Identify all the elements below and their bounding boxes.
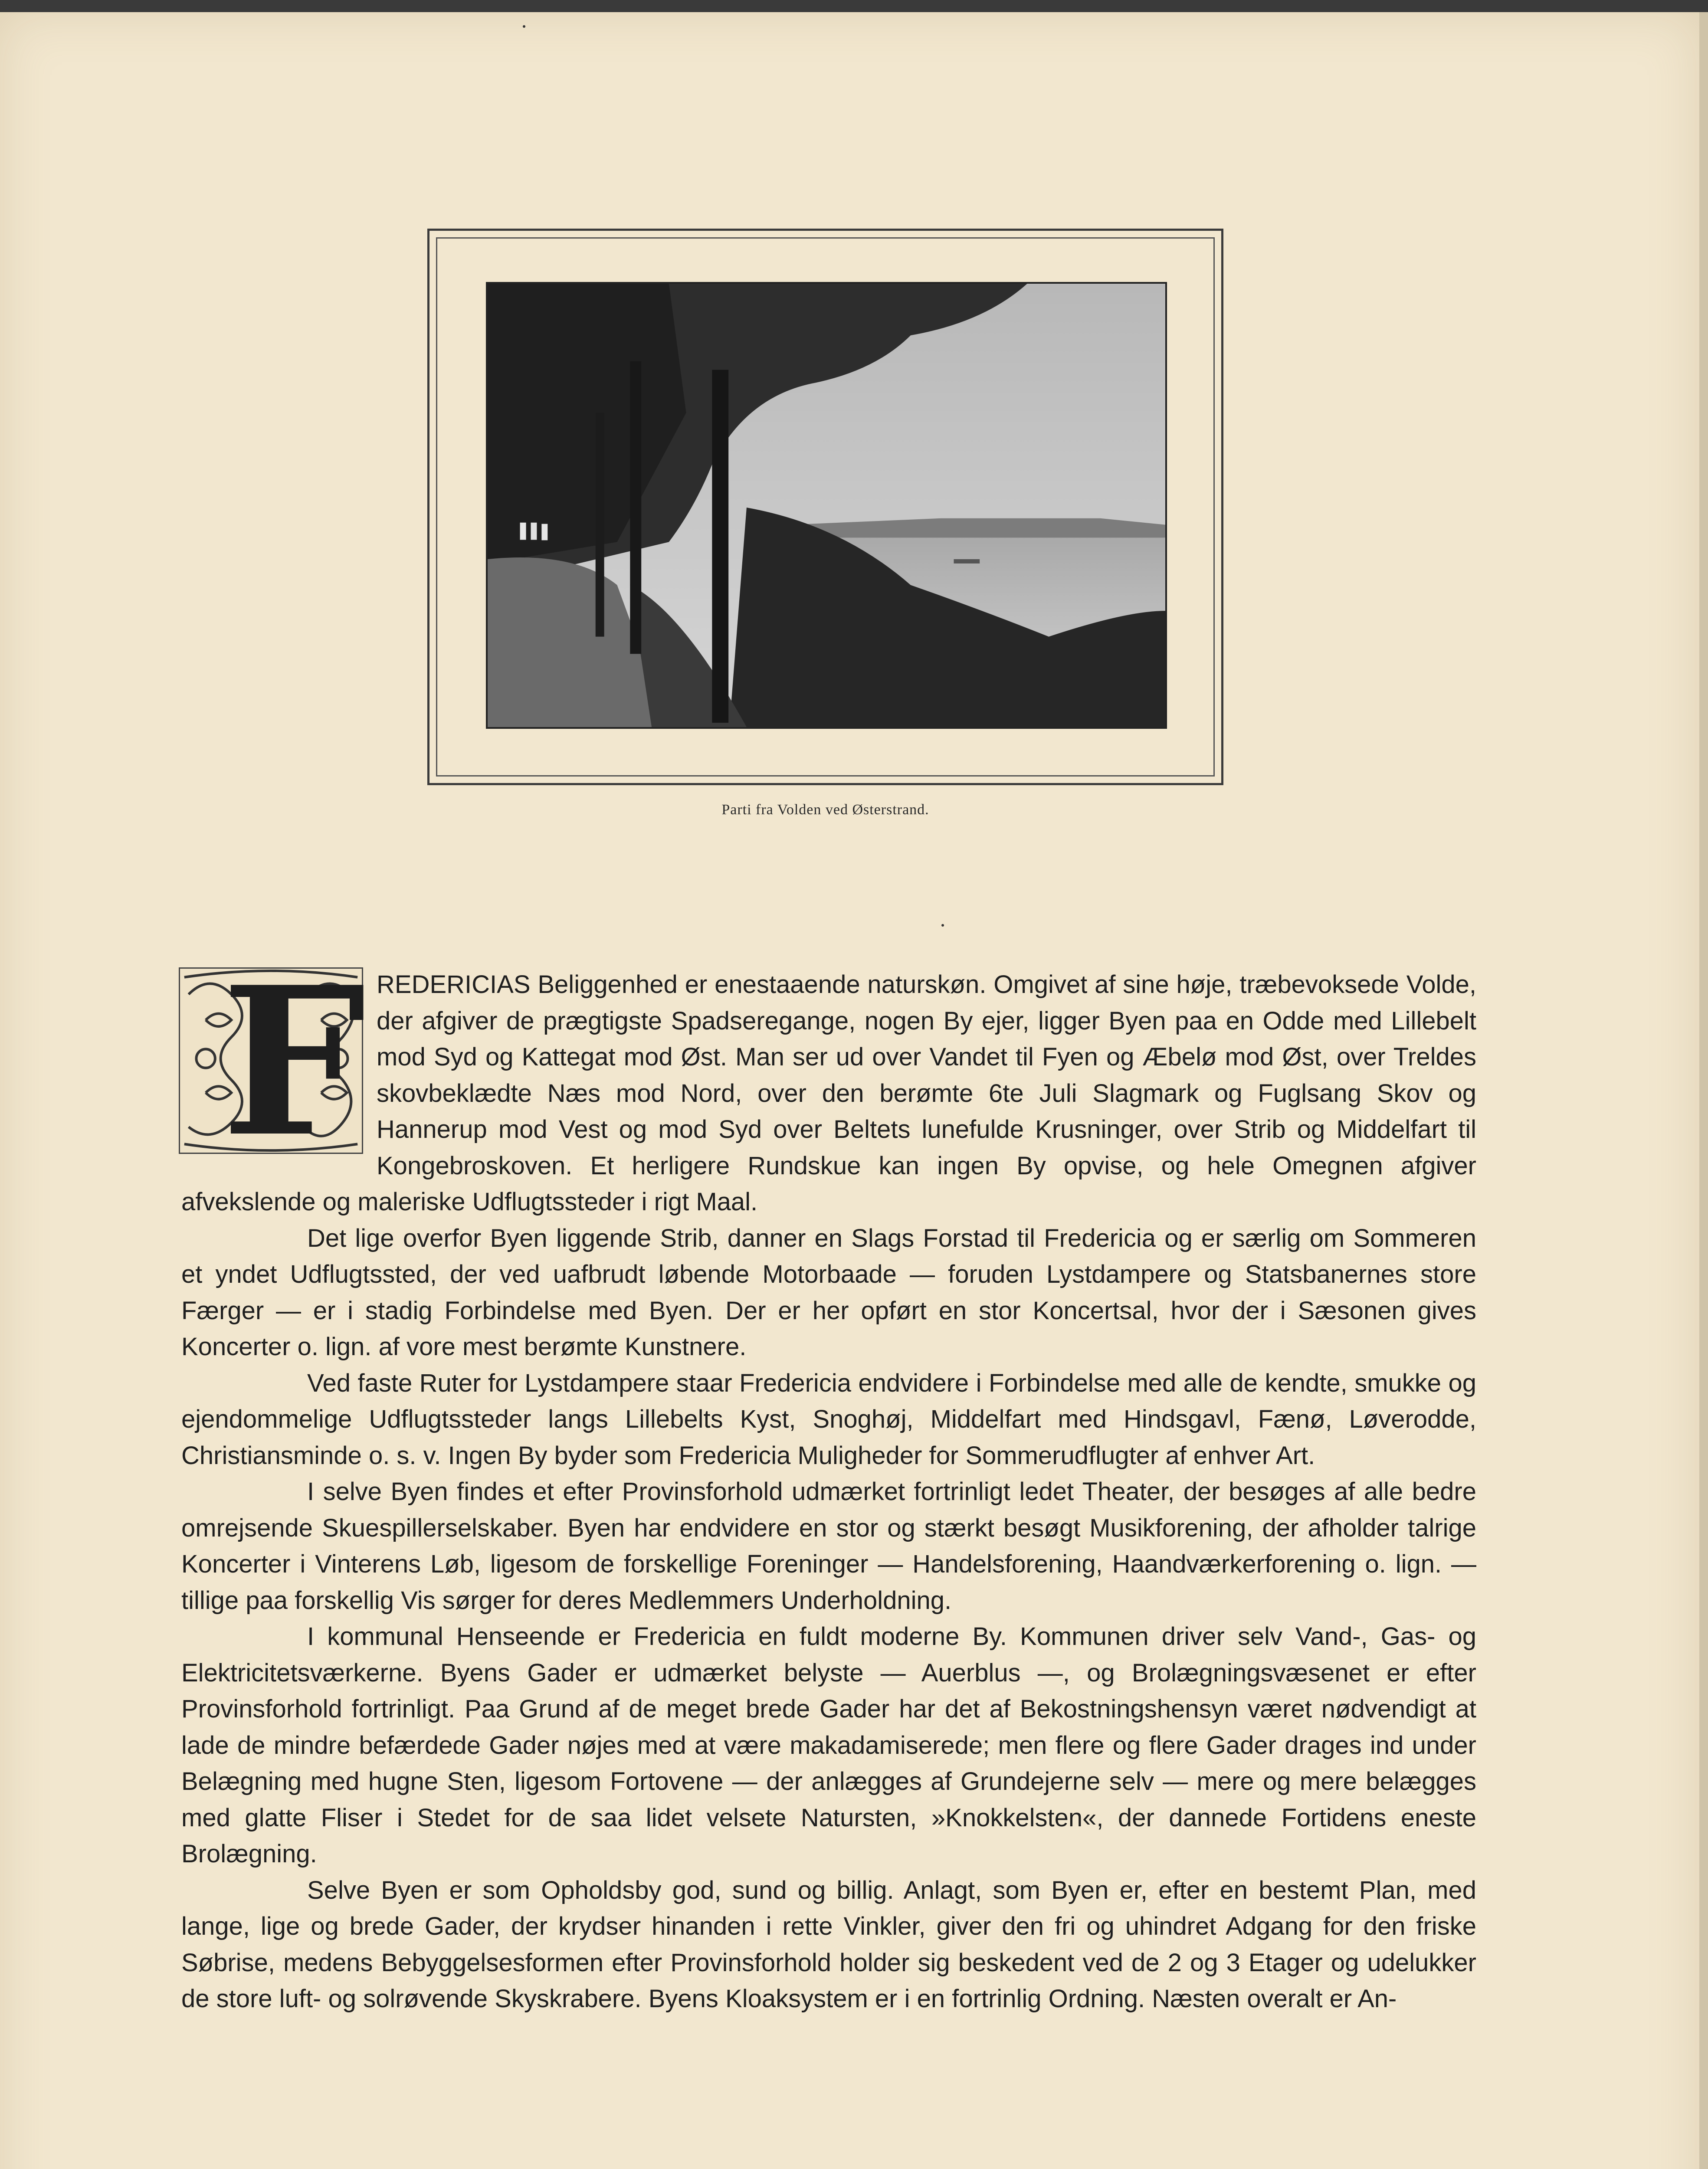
photo-caption: Parti fra Volden ved Østerstrand. [721, 802, 929, 818]
dropcap-letter: F [221, 942, 366, 1182]
paragraph-6: Selve Byen er som Opholdsby god, sund og billig. Anlagt, som Byen er, efter en bestemt Plan, med lange, lige og brede Gader, der krydser hinanden i rette Vinkler, giver den fri og uhindret Adgang for den friske Søbrise, medens Bebyggelsesformen efter Provinsforhold holder sig beskedent ved de 2 og 3 Etager og udelukker de store luft- og solrøvende Skyskrabere. Byens Kloaksystem er i en fortrinlig Ordning. Næsten overalt er An- [181, 1876, 1476, 2013]
paragraph-1: REDERICIAS Beliggenhed er enestaaende naturskøn. Omgivet af sine høje, træbevoksede Volde, der afgiver de prægtigste Spadseregange, nogen By ejer, ligger Byen paa en Odde med Lillebelt mod Syd og Kattegat mod Øst. Man ser ud over Vandet til Fyen og Æbelø mod Øst, over Treldes skovbeklædte Næs mod Nord, over den berømte 6te Juli Slagmark og Fuglsang Skov og Hannerup mod Vest og mod Syd over Beltets lunefulde Krusninger, over Strib og Middelfart til Kongebroskoven. Et herligere Rundskue kan ingen By opvise, og hele Omegnen afgiver afvekslende og maleriske Udflugtssteder i rigt Maal. [181, 970, 1476, 1216]
print-speck [941, 924, 944, 927]
dropcap-spacer [181, 942, 377, 1182]
photo-illustration [488, 284, 1165, 727]
article-body [181, 942, 1476, 2017]
paragraph-5: I kommunal Henseende er Fredericia en fuldt moderne By. Kommunen driver selv Vand-, Gas- og Elektricitetsværkerne. Byens Gader er udmærket belyste — Auerblus —, og Brolægningsvæsenet er efter Provinsforhold fortrinligt. Paa Grund af de meget brede Gader har det af Bekostningshensyn været nødvendigt at lade de mindre befærdede Gader nøjes med at være makadamiserede; men flere og flere Gader drages ind under Belægning med hugne Sten, ligesom Fortovene — der anlægges af Grundejerne selv — mere og mere belægges med glatte Fliser i Stedet for de saa lidet velsete Natursten, »Knokkelsten«, der dannede Fortidens eneste Brolægning. [181, 1622, 1476, 1868]
paragraph-4: I selve Byen findes et efter Provinsforhold udmærket fortrinligt ledet Theater, der besøges af alle bedre omrejsende Skuespillerselskaber. Byen har endvidere en stor og stærkt besøgt Musikforening, der afholder talrige Koncerter i Vinterens Løb, ligesom de forskellige Foreninger — Handelsforening, Haandværkerforening o. lign. — tillige paa forskellig Vis sørger for deres Medlemmers Underholdning. [181, 1478, 1476, 1615]
paragraph-3: Ved faste Ruter for Lystdampere staar Fredericia endvidere i Forbindelse med alle de kendte, smukke og ejendommelige Udflugtssteder langs Lillebelts Kyst, Snoghøj, Middelfart med Hindsgavl, Fænø, Løverodde, Christiansminde o. s. v. Ingen By byder som Fredericia Muligheder for Sommerudflugter af enhver Art. [181, 1369, 1476, 1470]
paragraph-2: Det lige overfor Byen liggende Strib, danner en Slags Forstad til Fredericia og er særlig om Sommeren et yndet Udflugtssted, der ved uafbrudt løbende Motorbaade — foruden Lystdampere og Statsbanernes store Færger — er i stadig Forbindelse med Byen. Der er her opført en stor Koncertsal, hvor der i Sæsonen gives Koncerter o. lign. af vore mest berømte Kunstnere. [181, 1224, 1476, 1361]
page-edge [1699, 12, 1708, 2169]
photograph-promenade [486, 282, 1167, 729]
print-speck [523, 25, 525, 28]
